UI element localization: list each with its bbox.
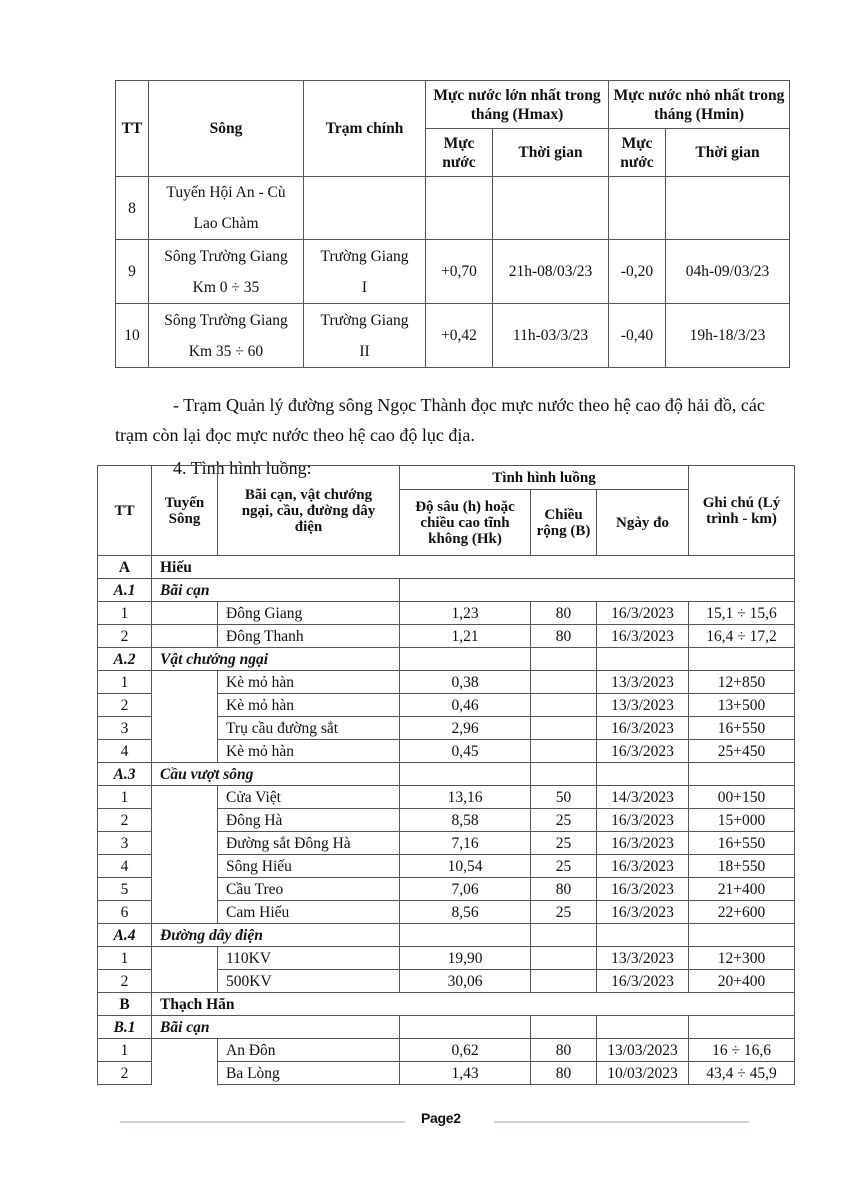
cell-depth: 10,54 — [400, 855, 531, 878]
cell-date: 16/3/2023 — [597, 878, 689, 901]
group-name: Hiếu — [152, 556, 795, 579]
cell-width: 25 — [531, 855, 597, 878]
header-do-sau: Độ sâu (h) hoặc chiều cao tĩnh không (Hk) — [400, 490, 531, 556]
header-tuyen-song: Tuyến Sông — [152, 466, 218, 556]
header-ngay-do: Ngày đo — [597, 490, 689, 556]
cell-tt: 4 — [98, 740, 152, 763]
cell-width: 50 — [531, 786, 597, 809]
table-row — [98, 602, 795, 625]
page-number: Page2 — [421, 1110, 461, 1126]
header-hmax: Mực nước lớn nhất trong tháng (Hmax) — [426, 81, 609, 129]
cell-width: 80 — [531, 625, 597, 648]
cell-song: Tuyến Hội An - Cù Lao Chàm — [149, 177, 304, 240]
cell-name: Đông Hà — [218, 809, 400, 832]
cell-hmin — [609, 177, 666, 240]
cell-width — [531, 694, 597, 717]
subgroup-row — [98, 763, 795, 786]
cell-tuyen — [152, 786, 218, 924]
cell-date: 10/03/2023 — [597, 1062, 689, 1085]
header-hmin-time: Thời gian — [666, 129, 790, 177]
table-row — [98, 947, 795, 970]
cell-note: 22+600 — [689, 901, 795, 924]
cell-note: 13+500 — [689, 694, 795, 717]
footer-divider-left — [120, 1121, 405, 1123]
cell-tt: 4 — [98, 855, 152, 878]
table-row — [98, 786, 795, 809]
section-heading: 4. Tình hình luồng: — [173, 458, 312, 478]
cell-depth: 8,58 — [400, 809, 531, 832]
cell-hmax-time: 21h-08/03/23 — [493, 240, 609, 304]
cell-date: 16/3/2023 — [597, 855, 689, 878]
cell-note: 15+000 — [689, 809, 795, 832]
cell-tt: 2 — [98, 625, 152, 648]
cell-date: 16/3/2023 — [597, 602, 689, 625]
cell-hmax: +0,42 — [426, 304, 493, 368]
cell-name: Kè mỏ hàn — [218, 694, 400, 717]
subgroup-code: B.1 — [98, 1016, 152, 1039]
cell-note: 43,4 ÷ 45,9 — [689, 1062, 795, 1085]
subgroup-name: Bãi cạn — [152, 1016, 400, 1039]
cell-tram: Trường Giang I — [304, 240, 426, 304]
cell-hmin-time: 04h-09/03/23 — [666, 240, 790, 304]
cell-hmin-time: 19h-18/3/23 — [666, 304, 790, 368]
cell-note: 16+550 — [689, 717, 795, 740]
cell-hmin-time — [666, 177, 790, 240]
cell-width — [531, 671, 597, 694]
note-paragraph: - Trạm Quản lý đường sông Ngọc Thành đọc mực nước theo hệ cao độ hải đồ, các trạm còn lại đọc mực nước theo hệ cao độ lục địa. — [115, 395, 765, 445]
cell-date: 13/3/2023 — [597, 947, 689, 970]
cell-name: Đông Thanh — [218, 625, 400, 648]
group-row — [98, 556, 795, 579]
cell-tt: 1 — [98, 1039, 152, 1062]
table-row — [116, 240, 790, 304]
cell-width — [531, 970, 597, 993]
cell-hmin: -0,20 — [609, 240, 666, 304]
cell-date: 14/3/2023 — [597, 786, 689, 809]
header-tinh-hinh-luong: Tình hình luồng — [400, 466, 689, 490]
cell-tuyen — [152, 671, 218, 763]
cell-song: Sông Trường Giang Km 0 ÷ 35 — [149, 240, 304, 304]
subgroup-code: A.2 — [98, 648, 152, 671]
cell-date: 13/3/2023 — [597, 671, 689, 694]
table-row — [116, 177, 790, 240]
cell-width: 25 — [531, 809, 597, 832]
subgroup-name: Bãi cạn — [152, 579, 400, 602]
cell-date: 16/3/2023 — [597, 740, 689, 763]
cell-tt: 3 — [98, 717, 152, 740]
cell-name: Cửa Việt — [218, 786, 400, 809]
cell-tt: 6 — [98, 901, 152, 924]
subgroup-row — [98, 579, 795, 602]
cell-tt: 1 — [98, 602, 152, 625]
cell-tt: 1 — [98, 786, 152, 809]
cell-song: Sông Trường Giang Km 35 ÷ 60 — [149, 304, 304, 368]
cell-note: 18+550 — [689, 855, 795, 878]
table-row — [98, 625, 795, 648]
cell-hmin: -0,40 — [609, 304, 666, 368]
cell-tt: 5 — [98, 878, 152, 901]
cell-tuyen — [152, 625, 218, 648]
cell-name: Đường sắt Đông Hà — [218, 832, 400, 855]
cell-tt: 2 — [98, 1062, 152, 1085]
cell-tt: 1 — [98, 947, 152, 970]
cell-depth: 1,21 — [400, 625, 531, 648]
cell-date: 16/3/2023 — [597, 809, 689, 832]
cell-note: 00+150 — [689, 786, 795, 809]
cell-tt: 10 — [116, 304, 149, 368]
cell-depth: 13,16 — [400, 786, 531, 809]
subgroup-name: Cầu vượt sông — [152, 763, 400, 786]
cell-note: 21+400 — [689, 878, 795, 901]
group-name: Thạch Hãn — [152, 993, 795, 1016]
cell-width — [531, 947, 597, 970]
cell-depth: 1,43 — [400, 1062, 531, 1085]
cell-depth: 8,56 — [400, 901, 531, 924]
cell-tuyen — [152, 947, 218, 993]
cell-tt: 2 — [98, 970, 152, 993]
cell-name: 500KV — [218, 970, 400, 993]
cell-note: 16,4 ÷ 17,2 — [689, 625, 795, 648]
cell-width: 80 — [531, 878, 597, 901]
page-footer — [0, 1110, 849, 1134]
cell-tuyen — [152, 1039, 218, 1085]
cell-width: 25 — [531, 901, 597, 924]
cell-date: 13/03/2023 — [597, 1039, 689, 1062]
subgroup-row — [98, 924, 795, 947]
water-level-table — [115, 80, 790, 368]
cell-name: Kè mỏ hàn — [218, 671, 400, 694]
cell-depth: 2,96 — [400, 717, 531, 740]
header-hmax-level: Mực nước — [426, 129, 493, 177]
table-row — [98, 1039, 795, 1062]
cell-tt: 9 — [116, 240, 149, 304]
cell-width — [531, 717, 597, 740]
table-row — [116, 304, 790, 368]
cell-date: 16/3/2023 — [597, 625, 689, 648]
header-bai-can: Bãi cạn, vật chướng ngại, cầu, đường dây điện — [218, 466, 400, 556]
cell-note: 16 ÷ 16,6 — [689, 1039, 795, 1062]
cell-tuyen — [152, 602, 218, 625]
header-song: Sông — [149, 81, 304, 177]
cell-name: An Đôn — [218, 1039, 400, 1062]
cell-date: 16/3/2023 — [597, 717, 689, 740]
cell-depth: 7,06 — [400, 878, 531, 901]
cell-hmax-time — [493, 177, 609, 240]
cell-width: 25 — [531, 832, 597, 855]
cell-note: 15,1 ÷ 15,6 — [689, 602, 795, 625]
cell-tt: 3 — [98, 832, 152, 855]
header-tt: TT — [98, 466, 152, 556]
cell-name: Trụ cầu đường sắt — [218, 717, 400, 740]
cell-note: 12+850 — [689, 671, 795, 694]
cell-note: 16+550 — [689, 832, 795, 855]
subgroup-name: Đường dây điện — [152, 924, 400, 947]
header-hmin-level: Mực nước — [609, 129, 666, 177]
subgroup-row — [98, 1016, 795, 1039]
cell-name: Cam Hiếu — [218, 901, 400, 924]
cell-width: 80 — [531, 602, 597, 625]
table-row — [98, 671, 795, 694]
header-ghi-chu: Ghi chú (Lý trình - km) — [689, 466, 795, 556]
cell-date: 16/3/2023 — [597, 832, 689, 855]
cell-tt: 2 — [98, 809, 152, 832]
subgroup-code: A.1 — [98, 579, 152, 602]
cell-depth: 0,38 — [400, 671, 531, 694]
group-code: B — [98, 993, 152, 1016]
cell-note: 12+300 — [689, 947, 795, 970]
cell-name: 110KV — [218, 947, 400, 970]
cell-depth: 19,90 — [400, 947, 531, 970]
header-hmin: Mực nước nhỏ nhất trong tháng (Hmin) — [609, 81, 790, 129]
subgroup-row — [98, 648, 795, 671]
footer-divider-right — [494, 1121, 749, 1123]
channel-status-table — [97, 465, 795, 1085]
cell-date: 13/3/2023 — [597, 694, 689, 717]
cell-width: 80 — [531, 1062, 597, 1085]
header-tt: TT — [116, 81, 149, 177]
cell-name: Cầu Treo — [218, 878, 400, 901]
cell-tt: 8 — [116, 177, 149, 240]
cell-name: Kè mỏ hàn — [218, 740, 400, 763]
cell-width: 80 — [531, 1039, 597, 1062]
cell-date: 16/3/2023 — [597, 901, 689, 924]
cell-tt: 1 — [98, 671, 152, 694]
cell-depth: 0,62 — [400, 1039, 531, 1062]
cell-depth: 7,16 — [400, 832, 531, 855]
group-row — [98, 993, 795, 1016]
cell-hmax-time: 11h-03/3/23 — [493, 304, 609, 368]
cell-depth: 0,45 — [400, 740, 531, 763]
subgroup-code: A.4 — [98, 924, 152, 947]
cell-depth: 0,46 — [400, 694, 531, 717]
cell-depth: 30,06 — [400, 970, 531, 993]
cell-tram — [304, 177, 426, 240]
cell-note: 20+400 — [689, 970, 795, 993]
cell-depth: 1,23 — [400, 602, 531, 625]
cell-note: 25+450 — [689, 740, 795, 763]
cell-name: Đông Giang — [218, 602, 400, 625]
header-hmax-time: Thời gian — [493, 129, 609, 177]
cell-date: 16/3/2023 — [597, 970, 689, 993]
group-code: A — [98, 556, 152, 579]
cell-name: Ba Lòng — [218, 1062, 400, 1085]
cell-width — [531, 740, 597, 763]
subgroup-name: Vật chướng ngại — [152, 648, 400, 671]
cell-name: Sông Hiếu — [218, 855, 400, 878]
header-tram-chinh: Trạm chính — [304, 81, 426, 177]
header-chieu-rong: Chiều rộng (B) — [531, 490, 597, 556]
cell-tram: Trường Giang II — [304, 304, 426, 368]
cell-tt: 2 — [98, 694, 152, 717]
subgroup-code: A.3 — [98, 763, 152, 786]
cell-hmax — [426, 177, 493, 240]
cell-hmax: +0,70 — [426, 240, 493, 304]
